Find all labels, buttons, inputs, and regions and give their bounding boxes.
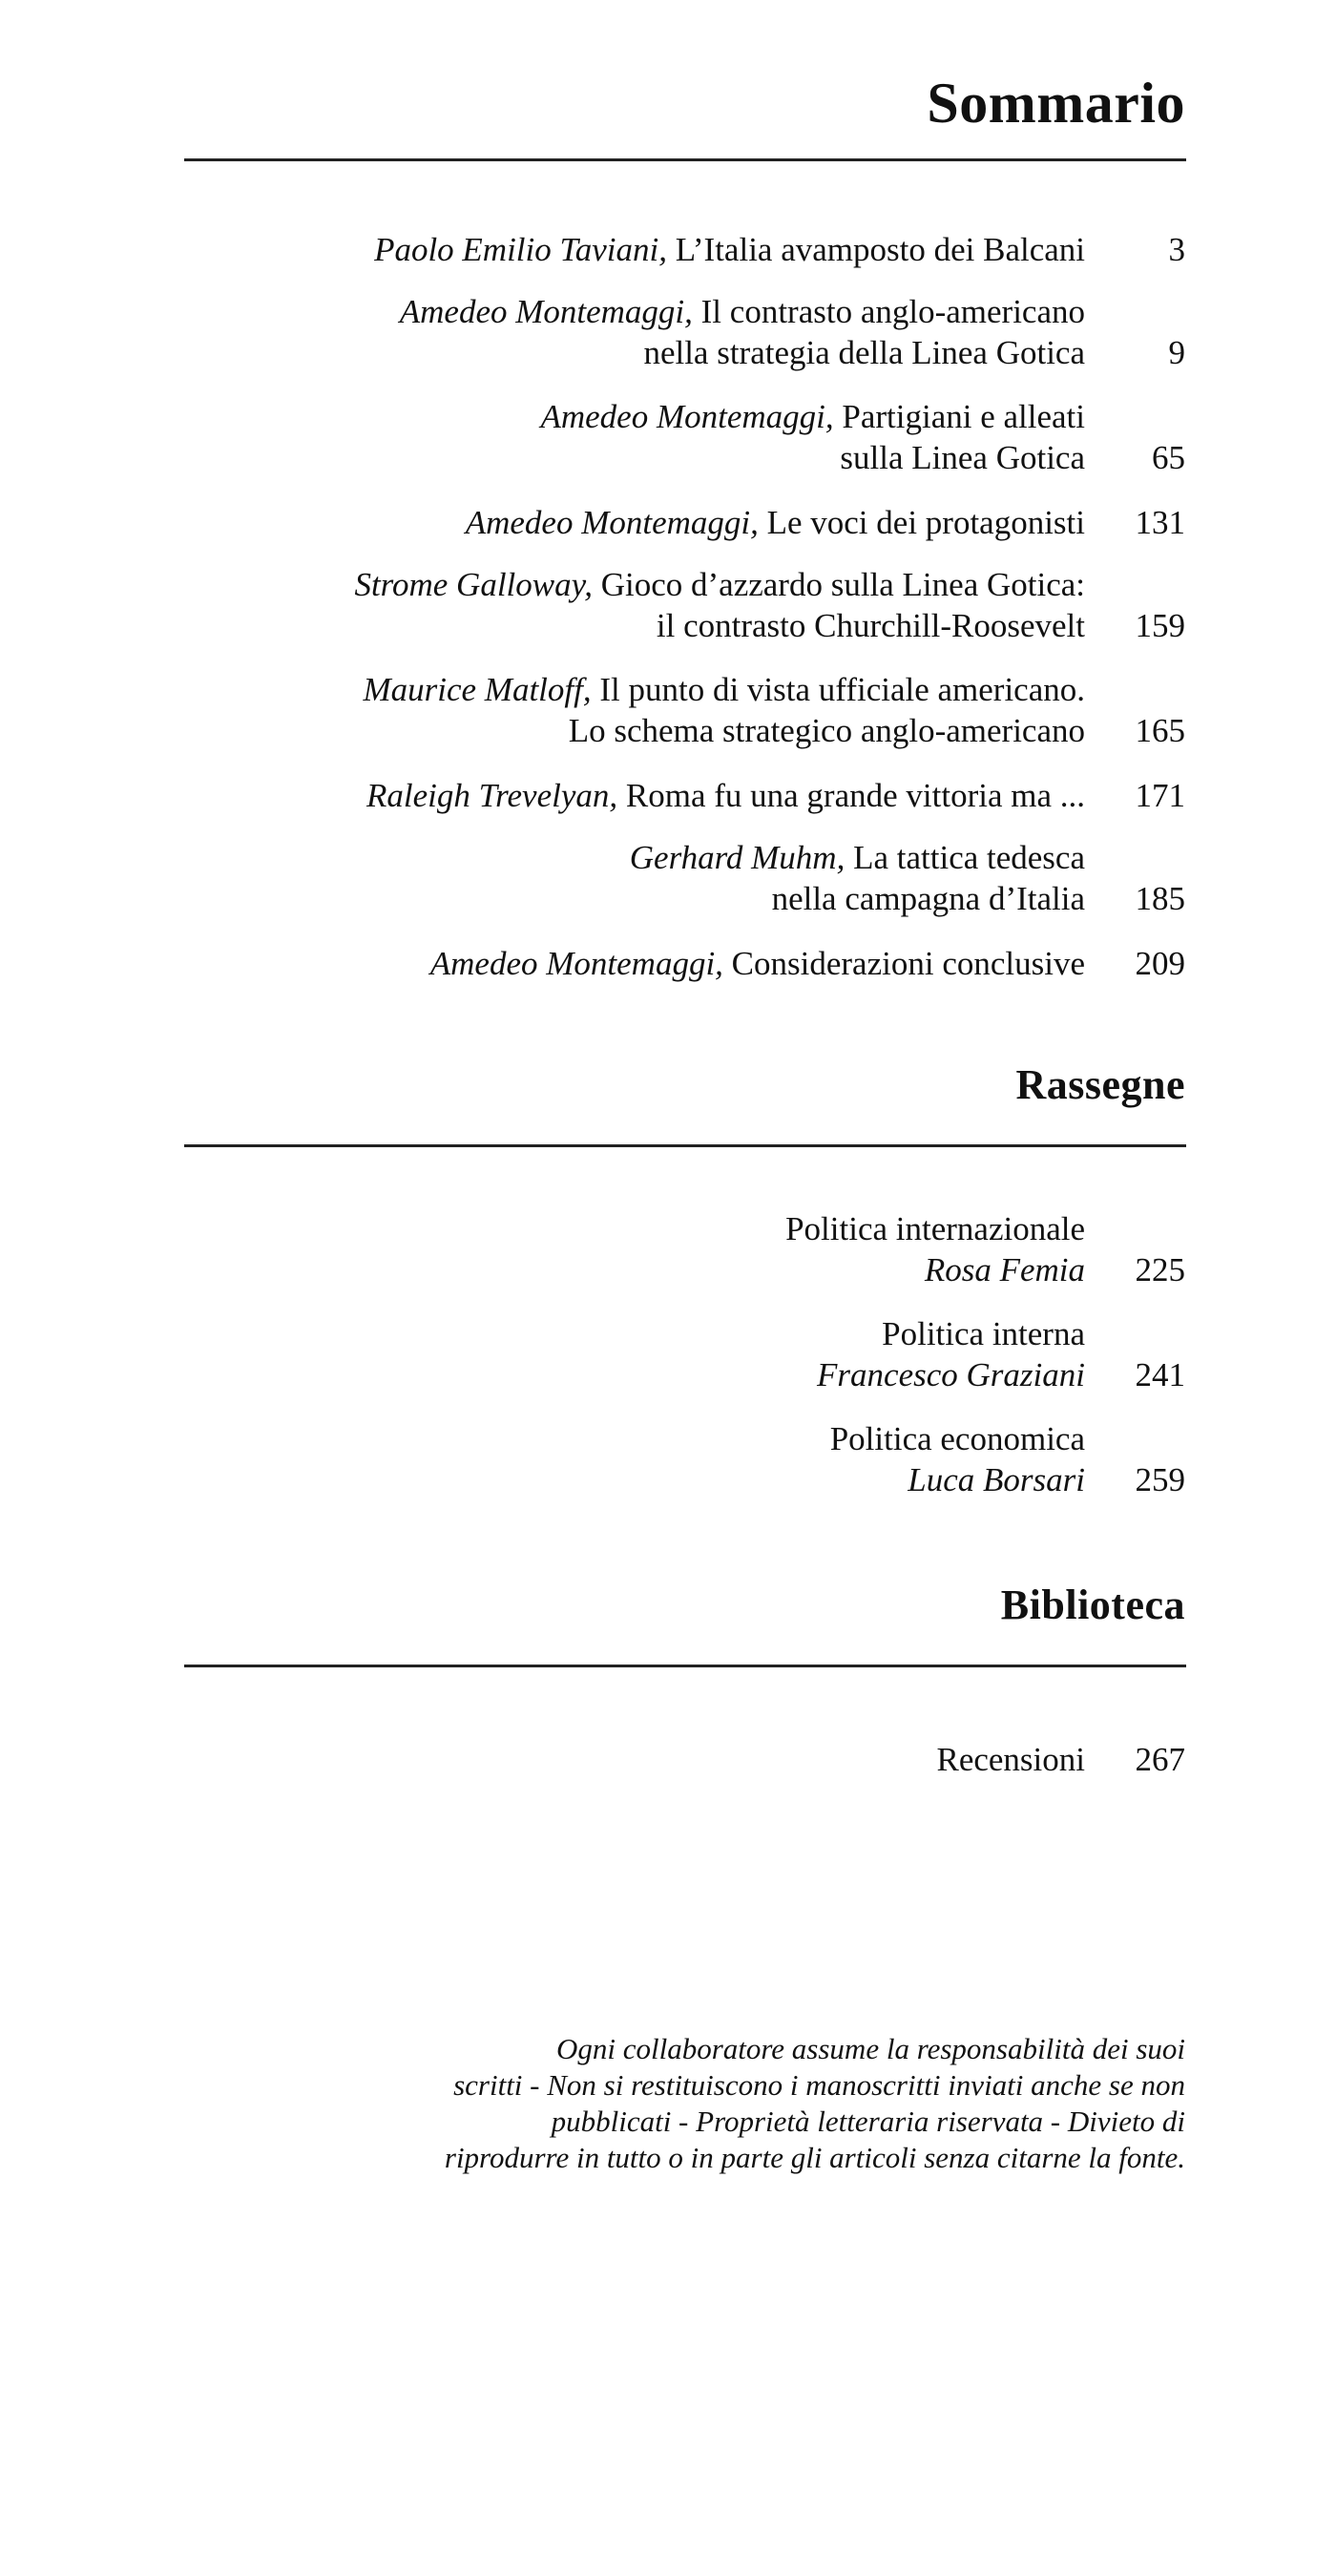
toc-title-line: Il contrasto anglo-americano — [700, 293, 1085, 330]
toc-author: Raleigh Trevelyan, — [366, 777, 618, 814]
toc-title-line: sulla Linea Gotica — [840, 439, 1085, 476]
review-author: Francesco Graziani — [817, 1356, 1085, 1393]
toc-page-number: 225 — [1135, 1251, 1185, 1288]
toc-entry[interactable] — [155, 669, 1185, 751]
section-rule-biblioteca — [184, 1665, 1186, 1667]
review-topic: Politica internazionale — [785, 1210, 1085, 1247]
toc-page-number: 259 — [1135, 1461, 1185, 1498]
review-topic: Recensioni — [936, 1741, 1085, 1778]
review-entry[interactable] — [155, 1739, 1185, 1780]
toc-page-number: 65 — [1152, 439, 1185, 476]
toc-author: Amedeo Montemaggi, — [465, 504, 759, 541]
toc-entry[interactable] — [155, 396, 1185, 478]
toc-title-line: Le voci dei protagonisti — [766, 504, 1085, 541]
section-rule-sommario — [184, 158, 1186, 161]
toc-title-line: La tattica tedesca — [853, 839, 1085, 876]
toc-title-line: il contrasto Churchill-Roosevelt — [656, 607, 1085, 644]
toc-entry[interactable] — [155, 837, 1185, 919]
review-topic: Politica interna — [882, 1315, 1085, 1352]
copyright-notice — [326, 2031, 1185, 2176]
toc-author: Amedeo Montemaggi, — [540, 398, 834, 435]
section-title-rassegne: Rassegne — [1015, 1061, 1185, 1108]
review-entry[interactable] — [155, 1208, 1185, 1290]
review-entry[interactable] — [155, 1313, 1185, 1395]
copyright-notice-line: pubblicati - Proprietà letteraria riservata - Divieto di — [551, 2105, 1185, 2138]
review-entry[interactable] — [155, 1418, 1185, 1500]
toc-page-number: 165 — [1135, 712, 1185, 749]
review-topic: Politica economica — [829, 1420, 1085, 1457]
toc-page-number: 241 — [1135, 1356, 1185, 1393]
toc-title-line: L’Italia avamposto dei Balcani — [675, 231, 1085, 268]
toc-title-line: Gioco d’azzardo sulla Linea Gotica: — [600, 566, 1085, 603]
toc-title-line: Lo schema strategico anglo-americano — [568, 712, 1085, 749]
section-title-sommario: Sommario — [927, 72, 1185, 135]
copyright-notice-line: riprodurre in tutto o in parte gli articoli senza citarne la fonte. — [444, 2141, 1185, 2174]
toc-page-number: 3 — [1168, 231, 1185, 268]
toc-page-number: 209 — [1135, 945, 1185, 982]
toc-title-line: Il punto di vista ufficiale americano. — [599, 671, 1085, 708]
toc-title-line: Considerazioni conclusive — [731, 945, 1085, 982]
toc-title-line: nella strategia della Linea Gotica — [643, 334, 1085, 371]
toc-author: Amedeo Montemaggi, — [429, 945, 723, 982]
toc-author: Strome Galloway, — [354, 566, 593, 603]
toc-author: Gerhard Muhm, — [629, 839, 845, 876]
toc-page-number: 267 — [1135, 1741, 1185, 1778]
toc-author: Maurice Matloff, — [363, 671, 592, 708]
toc-entry[interactable] — [155, 943, 1185, 984]
toc-page-number: 159 — [1135, 607, 1185, 644]
toc-entry[interactable] — [155, 502, 1185, 543]
toc-page-number: 185 — [1135, 880, 1185, 917]
copyright-notice-line: Ogni collaboratore assume la responsabilità dei suoi — [555, 2032, 1185, 2065]
review-author: Luca Borsari — [908, 1461, 1085, 1498]
toc-page-number: 171 — [1135, 777, 1185, 814]
toc-entry[interactable] — [155, 775, 1185, 816]
section-rule-rassegne — [184, 1144, 1186, 1147]
toc-title-line: Partigiani e alleati — [842, 398, 1085, 435]
copyright-notice-line: scritti - Non si restituiscono i manoscritti inviati anche se non — [453, 2068, 1185, 2102]
section-title-biblioteca: Biblioteca — [1000, 1581, 1185, 1628]
toc-page-number: 131 — [1135, 504, 1185, 541]
toc-title-line: Roma fu una grande vittoria ma ... — [625, 777, 1085, 814]
toc-author: Paolo Emilio Taviani, — [374, 231, 667, 268]
toc-entry[interactable] — [155, 564, 1185, 646]
toc-entry[interactable] — [155, 291, 1185, 373]
toc-entry[interactable] — [155, 229, 1185, 270]
toc-title-line: nella campagna d’Italia — [771, 880, 1085, 917]
toc-author: Amedeo Montemaggi, — [399, 293, 693, 330]
review-author: Rosa Femia — [924, 1251, 1085, 1288]
toc-page-number: 9 — [1168, 334, 1185, 371]
